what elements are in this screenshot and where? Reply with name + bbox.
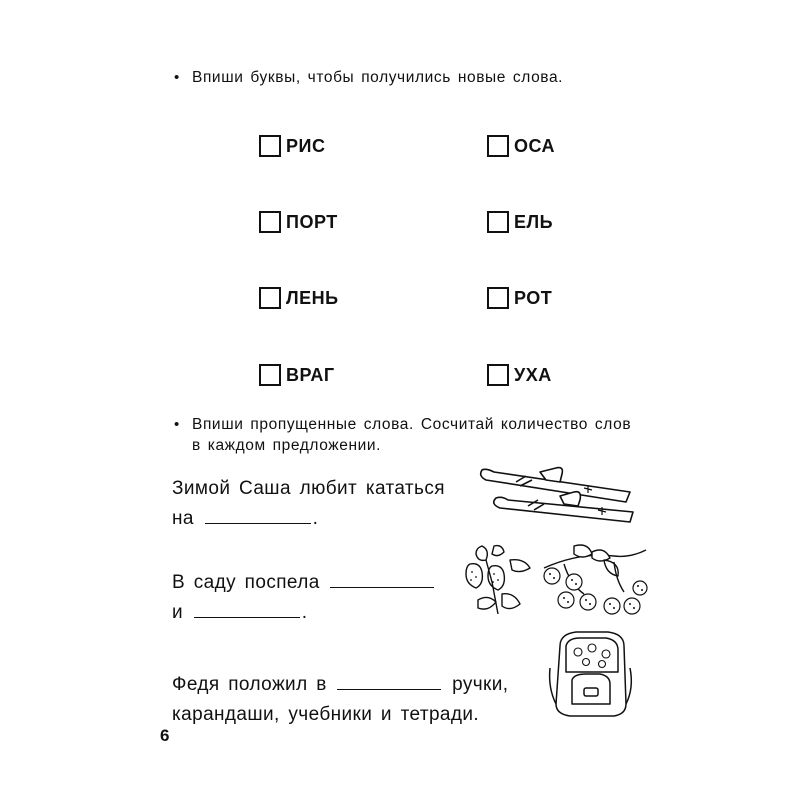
skis-illustration — [476, 462, 636, 528]
sentence-1-text: на — [172, 508, 194, 529]
letter-input-box[interactable] — [487, 211, 509, 233]
answer-blank[interactable] — [337, 673, 441, 690]
word-label: ОСА — [514, 135, 556, 156]
letter-input-box[interactable] — [259, 211, 281, 233]
word-item-4 — [259, 364, 335, 386]
word-label: РОТ — [514, 287, 553, 308]
page-number: 6 — [160, 726, 170, 745]
backpack-illustration — [546, 628, 636, 720]
letter-input-box[interactable] — [487, 287, 509, 309]
strawberries-illustration — [462, 542, 538, 622]
answer-blank[interactable] — [205, 507, 311, 524]
sentence-2-period: . — [301, 602, 308, 623]
word-item-5 — [487, 135, 555, 157]
letter-input-box[interactable] — [487, 135, 509, 157]
sentence-3-text: Федя положил в — [172, 674, 327, 695]
answer-blank[interactable] — [330, 571, 434, 588]
word-label: ВРАГ — [286, 364, 335, 385]
word-label: РИС — [286, 135, 326, 156]
sentence-3 — [172, 670, 508, 730]
task1-instruction-text: Впиши буквы, чтобы получились новые слова. — [192, 69, 564, 86]
letter-input-box[interactable] — [259, 135, 281, 157]
word-label: ПОРТ — [286, 211, 338, 232]
sentence-2 — [172, 568, 436, 628]
letter-input-box[interactable] — [259, 364, 281, 386]
word-item-7 — [487, 287, 552, 309]
sentence-1-line1: Зимой Саша любит кататься — [172, 478, 445, 499]
task1-instruction — [174, 67, 564, 88]
answer-blank[interactable] — [194, 601, 300, 618]
word-item-2 — [259, 211, 338, 233]
sentence-3-text-end: ручки, — [452, 674, 509, 695]
task2-instruction-line1: Впиши пропущенные слова. Сосчитай количество слов — [192, 416, 632, 433]
task2-instruction-line2: в каждом предложении. — [192, 437, 382, 454]
letter-input-box[interactable] — [487, 364, 509, 386]
bullet-icon: • — [174, 69, 180, 86]
word-item-3 — [259, 287, 339, 309]
letter-input-box[interactable] — [259, 287, 281, 309]
word-item-1 — [259, 135, 325, 157]
sentence-2-text: В саду поспела — [172, 572, 320, 593]
sentence-1 — [172, 474, 445, 534]
sentence-2-conj: и — [172, 602, 184, 623]
word-item-6 — [487, 211, 553, 233]
word-label: ЛЕНЬ — [286, 287, 339, 308]
task2-instruction — [174, 414, 632, 456]
bullet-icon: • — [174, 416, 180, 433]
sentence-3-line2: карандаши, учебники и тетради. — [172, 704, 480, 725]
raspberries-illustration — [540, 540, 652, 620]
word-label: ЕЛЬ — [514, 211, 554, 232]
sentence-1-period: . — [312, 508, 319, 529]
word-item-8 — [487, 364, 552, 386]
word-label: УХА — [514, 364, 552, 385]
